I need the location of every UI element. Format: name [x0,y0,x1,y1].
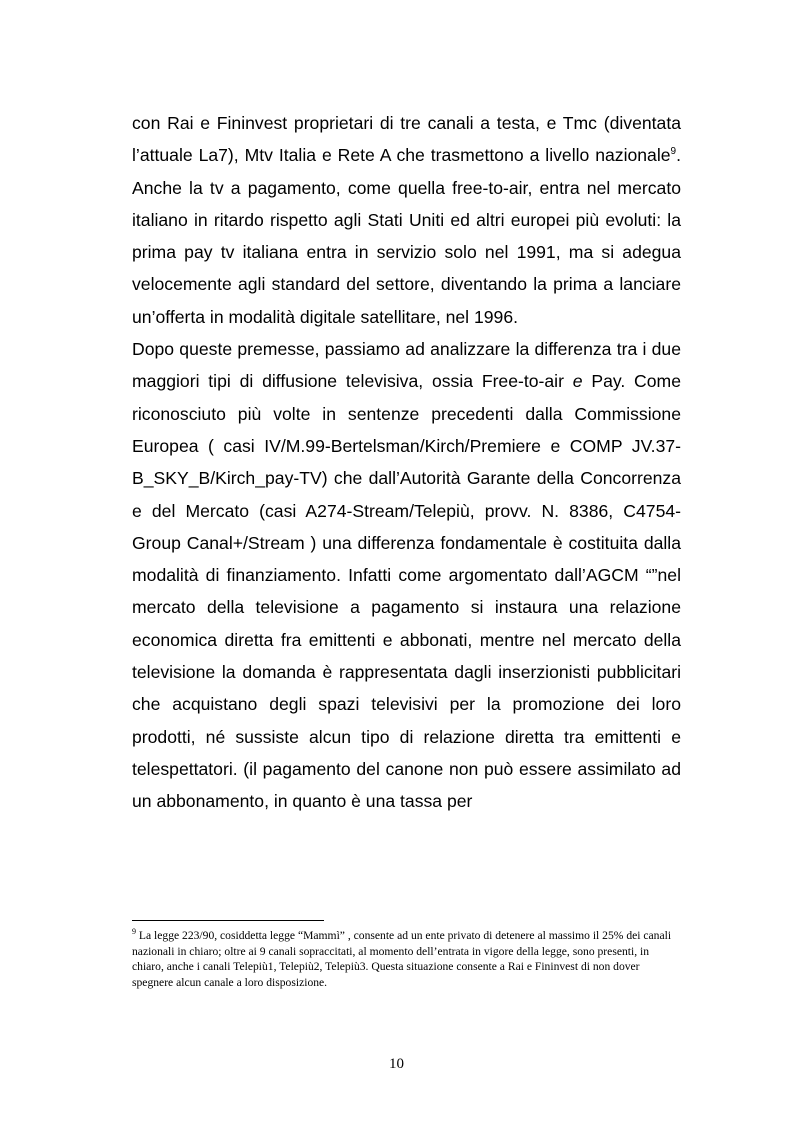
paragraph-2 [132,333,681,817]
paragraph-1-text-a: con Rai e Fininvest proprietari di tre canali a testa, e Tmc (diventata l’attuale La7), Mtv Italia e Rete A che trasmettono a livello nazionale [132,113,681,166]
paragraph-2-emphasis: e [572,371,583,392]
footnote-separator [132,920,324,921]
footnote-reference: 9 [670,146,677,158]
footnote-number: 9 [132,927,136,937]
footnote [132,928,681,990]
paragraph-1-text-b: . Anche la tv a pagamento, come quella free-to-air, entra nel mercato italiano in ritardo rispetto agli Stati Uniti ed altri europei più evoluti: la prima pay tv italiana entra in servizio solo nel 1991, ma si adegua velocemente agli standard del settore, diventando la prima a lanciare un’offerta in modalità digitale satellitare, nel 1996. [132,145,681,327]
footnote-text: La legge 223/90, cosiddetta legge “Mammì” , consente ad un ente privato di detenere al massimo il 25% dei canali nazionali in chiaro; oltre ai 9 canali sopraccitati, al momento dell’entrata in vigore della legge, sono presenti, in chiaro, anche i canali Telepiù1, Telepiù2, Telepiù3. Questa situazione consente a Rai e Fininvest di non dover spegnere alcun canale a loro disposizione. [132,929,672,989]
paragraph-1 [132,107,681,333]
body-text [132,107,681,818]
paragraph-2-text-b: Pay. Come riconosciuto più volte in sentenze precedenti dalla Commissione Europea ( casi IV/M.99-Bertelsman/Kirch/Premiere e COMP JV.37-B_SKY_B/Kirch_pay-TV) che dall’Autorità Garante della Concorrenza e del Mercato (casi A274-Stream/Telepiù, provv. N. 8386, C4754-Group Canal+/Stream ) una differenza fondamentale è costituita dalla modalità di finanziamento. Infatti come argomentato dall’AGCM “”nel mercato della televisione a pagamento si instaura una relazione economica diretta fra emittenti e abbonati, mentre nel mercato della televisione la domanda è rappresentata dagli inserzionisti pubblicitari che acquistano degli spazi televisivi per la promozione dei loro prodotti, né sussiste alcun tipo di relazione diretta tra emittenti e telespettatori. (il pagamento del canone non può essere assimilato ad un abbonamento, in quanto è una tassa per [132,371,681,812]
paragraph-2-text-a: Dopo queste premesse, passiamo ad analizzare la differenza tra i due maggiori tipi di diffusione televisiva, ossia Free-to-air [132,339,681,392]
page-number: 10 [389,1056,404,1072]
